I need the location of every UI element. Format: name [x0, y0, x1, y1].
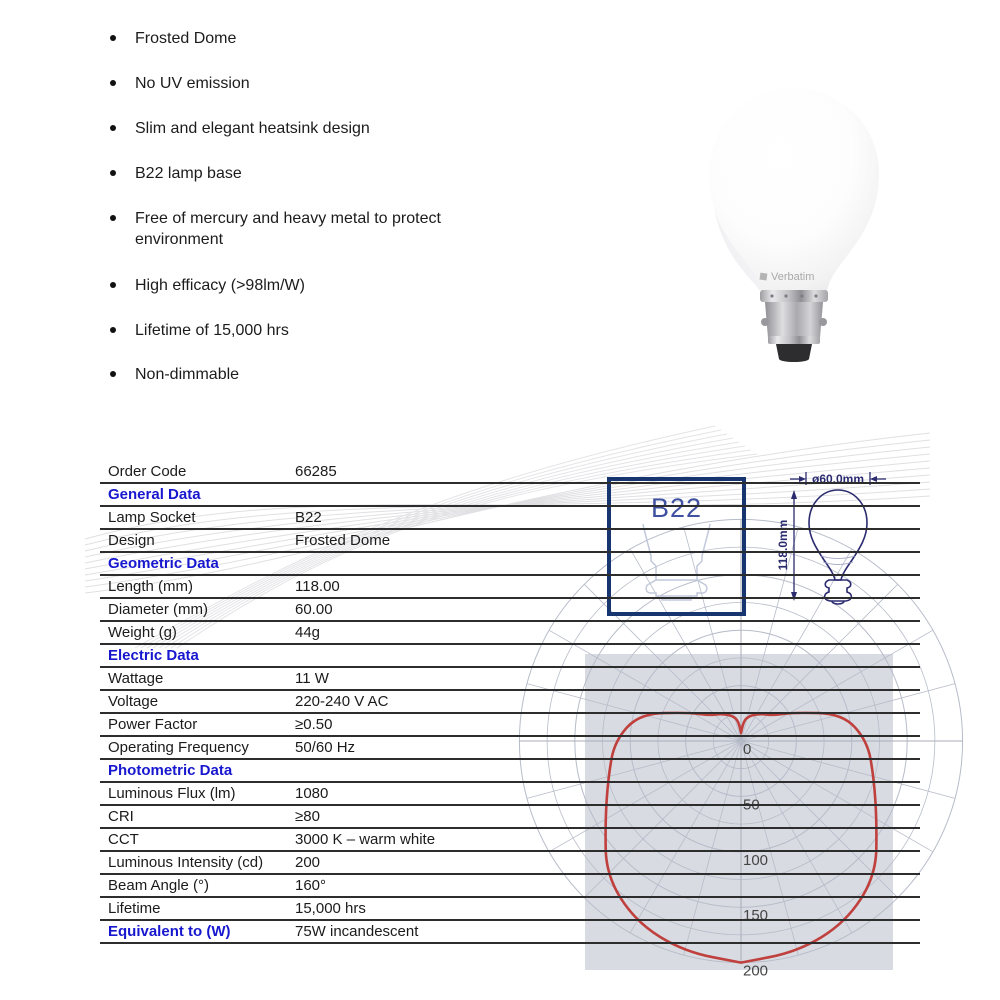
table-row	[100, 668, 920, 691]
row-label: Lifetime	[108, 900, 161, 917]
section-label: Photometric Data	[108, 762, 233, 779]
row-value: 15,000 hrs	[295, 900, 366, 917]
row-value: 66285	[295, 463, 337, 480]
bullet-icon	[110, 215, 116, 221]
base-shell	[765, 302, 823, 338]
bullet-icon	[110, 35, 116, 41]
row-label: Operating Frequency	[108, 739, 249, 756]
section-label: Electric Data	[108, 647, 199, 664]
feature-text: Slim and elegant heatsink design	[135, 120, 370, 137]
list-item	[100, 364, 535, 385]
row-value: 3000 K – warm white	[295, 831, 436, 848]
table-section-row	[100, 921, 920, 944]
table-row	[100, 622, 920, 645]
row-value: 1080	[295, 785, 329, 802]
row-label: CCT	[108, 831, 139, 848]
table-row	[100, 691, 920, 714]
feature-text: Lifetime of 15,000 hrs	[135, 322, 289, 339]
row-label: Design	[108, 532, 155, 549]
bullet-icon	[110, 371, 116, 377]
table-row	[100, 898, 920, 921]
feature-text: B22 lamp base	[135, 165, 242, 182]
row-label: Diameter (mm)	[108, 601, 208, 618]
section-label: Equivalent to (W)	[108, 923, 231, 940]
row-label: Order Code	[108, 463, 187, 480]
bullet-icon	[110, 80, 116, 86]
table-row	[100, 507, 920, 530]
table-row	[100, 806, 920, 829]
list-item	[100, 275, 535, 296]
list-item	[100, 118, 535, 139]
feature-text: Free of mercury and heavy metal to protect environment	[135, 210, 441, 248]
row-label: Length (mm)	[108, 578, 194, 595]
row-value: 60.00	[295, 601, 333, 618]
svg-text:200: 200	[743, 962, 769, 980]
row-value: ≥0.50	[295, 716, 333, 733]
table-row	[100, 783, 920, 806]
row-label: Luminous Flux (lm)	[108, 785, 236, 802]
bullet-icon	[110, 282, 116, 288]
feature-text: High efficacy (>98lm/W)	[135, 277, 305, 294]
list-item	[100, 208, 515, 250]
table-section-row	[100, 553, 920, 576]
base-insulator	[776, 344, 812, 362]
row-label: Voltage	[108, 693, 159, 710]
list-item	[100, 28, 535, 49]
table-row	[100, 461, 920, 484]
bayonet-pin	[761, 318, 769, 326]
bullet-icon	[110, 125, 116, 131]
row-value: 44g	[295, 624, 321, 641]
row-label: Luminous Intensity (cd)	[108, 854, 264, 871]
row-value: B22	[295, 509, 322, 526]
table-row	[100, 714, 920, 737]
table-row	[100, 599, 920, 622]
table-section-row	[100, 760, 920, 783]
bayonet-pin	[819, 318, 827, 326]
svg-text:Verbatim: Verbatim	[771, 271, 815, 283]
table-section-row	[100, 484, 920, 507]
socket-type-label: B22	[650, 493, 703, 523]
diameter-dimension-label: ø60.0mm	[811, 472, 865, 486]
row-label: Lamp Socket	[108, 509, 196, 526]
table-row	[100, 576, 920, 599]
row-value: Frosted Dome	[295, 532, 391, 549]
row-label: Power Factor	[108, 716, 198, 733]
svg-text:150: 150	[743, 907, 769, 925]
product-photo-bulb	[678, 70, 918, 370]
base-collar	[760, 290, 828, 302]
svg-text:100: 100	[743, 851, 769, 869]
feature-text: No UV emission	[135, 75, 250, 92]
svg-text:0: 0	[743, 741, 752, 758]
section-label: Geometric Data	[108, 555, 219, 572]
row-label: CRI	[108, 808, 134, 825]
row-label: Wattage	[108, 670, 164, 687]
row-value: 50/60 Hz	[295, 739, 356, 756]
table-section-row	[100, 645, 920, 668]
list-item	[100, 320, 535, 341]
feature-text: Frosted Dome	[135, 30, 237, 47]
bulb-glass	[709, 88, 879, 292]
table-row	[100, 829, 920, 852]
row-value: 160°	[295, 877, 327, 894]
row-value: 75W incandescent	[295, 923, 419, 940]
feature-text: Non-dimmable	[135, 366, 240, 383]
svg-text:50: 50	[743, 796, 760, 814]
table-row	[100, 875, 920, 898]
list-item	[100, 163, 535, 184]
row-label: Beam Angle (°)	[108, 877, 210, 894]
bullet-icon	[110, 327, 116, 333]
row-value: 11 W	[295, 670, 329, 687]
table-row	[100, 852, 920, 875]
row-value: 220-240 V AC	[295, 693, 389, 710]
table-row	[100, 737, 920, 760]
row-value: 200	[295, 854, 321, 871]
table-row	[100, 530, 920, 553]
row-label: Weight (g)	[108, 624, 177, 641]
list-item	[100, 73, 535, 94]
row-value: 118.00	[295, 578, 340, 595]
bullet-icon	[110, 170, 116, 176]
section-label: General Data	[108, 486, 201, 503]
row-value: ≥80	[295, 808, 320, 825]
length-dimension-label: 118.0mm	[776, 519, 790, 571]
